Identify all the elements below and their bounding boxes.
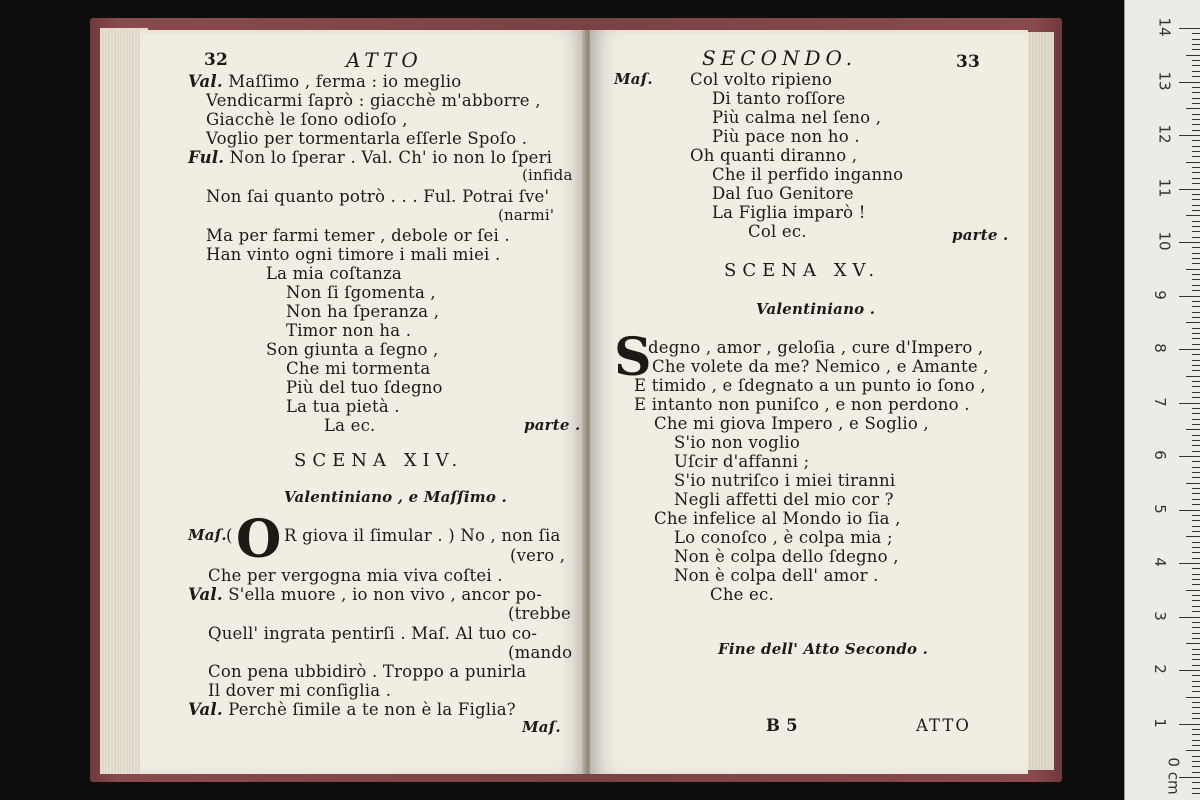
running-head: ATTO: [346, 48, 423, 72]
right-page: [590, 30, 1028, 774]
ruler-tick: [1192, 467, 1200, 468]
ruler-tick: [1179, 510, 1200, 511]
ruler-tick: [1192, 301, 1200, 302]
ruler-tick: [1192, 312, 1200, 313]
stage-direction: parte .: [952, 226, 1009, 244]
ruler-tick: [1186, 590, 1200, 591]
ruler-tick: [1186, 483, 1200, 484]
verse-line: Che volete da me? Nemico , e Amante ,: [652, 357, 989, 376]
ruler-tick: [1192, 344, 1200, 345]
ruler-tick: [1192, 253, 1200, 254]
verse-line: Non è colpa dell' amor .: [674, 566, 879, 585]
ruler-number: 1: [1150, 717, 1169, 728]
ruler-number: 2: [1150, 664, 1169, 674]
ruler-tick: [1186, 162, 1200, 163]
verse-line: Col ec.: [748, 222, 807, 241]
verse-continuation: (narmi': [498, 206, 555, 224]
ruler-number: 7: [1150, 396, 1169, 407]
ruler-tick: [1192, 542, 1200, 543]
verse-line: Negli affetti del mio cor ?: [674, 490, 894, 509]
verse-line: La tua pietà .: [286, 397, 400, 416]
verse-line: degno , amor , geloſia , cure d'Impero ,: [648, 338, 984, 357]
ruler-tick: [1192, 659, 1200, 660]
ruler-tick: [1192, 194, 1200, 195]
verse-continuation: (mando: [508, 643, 573, 662]
verse-line: Non ſai quanto potrò . . . Ful. Potrai ſve': [206, 187, 550, 206]
ruler-tick: [1192, 279, 1200, 280]
verse-line: Il dover mi conſiglia .: [208, 681, 392, 700]
ruler-tick: [1192, 199, 1200, 200]
ruler-tick: [1192, 788, 1200, 789]
ruler-tick: [1192, 633, 1200, 634]
ruler-number: 8: [1150, 343, 1169, 353]
ruler-tick: [1192, 600, 1200, 601]
ruler-tick: [1192, 691, 1200, 692]
ruler-tick: [1192, 574, 1200, 575]
verse-line: Timor non ha .: [286, 321, 412, 340]
ruler-tick: [1192, 552, 1200, 553]
ruler-tick: [1192, 413, 1200, 414]
verse-line: Che il perfido inganno: [712, 165, 904, 184]
ruler-tick: [1192, 306, 1200, 307]
ruler-number: 6: [1150, 450, 1169, 460]
verse-line: R giova il ſimular . ) No , non ſia: [284, 526, 561, 545]
ruler-tick: [1192, 595, 1200, 596]
ruler-tick: [1192, 87, 1200, 88]
page-number: 33: [956, 52, 981, 72]
ruler-tick: [1192, 520, 1200, 521]
ruler-tick: [1186, 643, 1200, 644]
verse-line: Val. Perchè ſimile a te non è la Figlia?: [188, 700, 516, 719]
verse-line: E intanto non puniſco , e non perdono .: [634, 395, 970, 414]
speaker-label: Maſ.: [188, 526, 227, 544]
ruler-tick: [1192, 205, 1200, 206]
verse-line: Oh quanti diranno ,: [690, 146, 858, 165]
ruler-tick: [1192, 119, 1200, 120]
ruler-tick: [1192, 440, 1200, 441]
catchword: ATTO: [916, 716, 971, 735]
ruler-tick: [1192, 740, 1200, 741]
ruler-tick: [1192, 146, 1200, 147]
verse-line: Che infelice al Mondo io ſia ,: [654, 509, 901, 528]
ruler-tick: [1192, 472, 1200, 473]
verse-line: Di tanto roſſore: [712, 89, 846, 108]
paren: (: [226, 526, 233, 545]
ruler-tick: [1192, 285, 1200, 286]
ruler-tick: [1179, 28, 1200, 29]
ruler-tick: [1192, 183, 1200, 184]
verse-line: Voglio per tormentarla eſſerle Spoſo .: [206, 129, 528, 148]
ruler-tick: [1192, 782, 1200, 783]
verse-line: Più pace non ho .: [712, 127, 860, 146]
ruler-number: 4: [1150, 557, 1169, 567]
ruler-tick: [1192, 756, 1200, 757]
stage-direction: parte .: [524, 416, 581, 434]
verse-line: La Figlia imparò !: [712, 203, 866, 222]
ruler-tick: [1192, 702, 1200, 703]
ruler-tick: [1192, 745, 1200, 746]
verse-line: S'io nutriſco i miei tiranni: [674, 471, 896, 490]
verse-line: Non ha ſperanza ,: [286, 302, 440, 321]
verse-line: Val. Maſſimo , ferma : io meglio: [188, 72, 462, 91]
ruler-tick: [1192, 568, 1200, 569]
ruler-tick: [1186, 376, 1200, 377]
ruler-tick: [1186, 215, 1200, 216]
ruler-tick: [1192, 504, 1200, 505]
ruler-tick: [1192, 172, 1200, 173]
verse-line: Uſcir d'affanni ;: [674, 452, 810, 471]
drop-cap: O: [236, 509, 282, 570]
ruler-tick: [1192, 761, 1200, 762]
scene-characters: Valentiniano .: [756, 300, 876, 318]
ruler-tick: [1192, 493, 1200, 494]
ruler-number: 0 cm: [1164, 757, 1183, 795]
ruler-tick: [1192, 221, 1200, 222]
page-stack-right: [1024, 32, 1054, 770]
ruler-tick: [1179, 349, 1200, 350]
ruler-tick: [1192, 392, 1200, 393]
ruler-tick: [1192, 237, 1200, 238]
verse-line: Che mi giova Impero , e Soglio ,: [654, 414, 929, 433]
ruler-tick: [1192, 734, 1200, 735]
verse-line: Quell' ingrata pentirſi . Maſ. Al tuo co-: [208, 624, 538, 643]
ruler-tick: [1192, 526, 1200, 527]
ruler-tick: [1192, 33, 1200, 34]
ruler-tick: [1192, 360, 1200, 361]
ruler-tick: [1192, 707, 1200, 708]
verse-continuation: (trebbe: [508, 604, 572, 623]
ruler-tick: [1192, 71, 1200, 72]
left-page: [140, 30, 586, 774]
ruler-tick: [1192, 451, 1200, 452]
ruler-tick: [1186, 269, 1200, 270]
ruler-tick: [1179, 135, 1200, 136]
ruler-tick: [1192, 461, 1200, 462]
ruler-tick: [1192, 124, 1200, 125]
ruler-tick: [1192, 531, 1200, 532]
ruler-tick: [1186, 55, 1200, 56]
verse-line: E timido , e ſdegnato a un punto io ſono ,: [634, 376, 986, 395]
ruler-tick: [1179, 296, 1200, 297]
verse-line: Col volto ripieno: [690, 70, 833, 89]
ruler-tick: [1186, 429, 1200, 430]
ruler-tick: [1192, 606, 1200, 607]
ruler-tick: [1192, 686, 1200, 687]
ruler-tick: [1192, 247, 1200, 248]
ruler-tick: [1179, 724, 1200, 725]
ruler-tick: [1192, 210, 1200, 211]
ruler-tick: [1192, 130, 1200, 131]
ruler-tick: [1179, 617, 1200, 618]
verse-continuation: (infida: [522, 166, 573, 184]
ruler-tick: [1192, 226, 1200, 227]
ruler-tick: [1192, 654, 1200, 655]
running-head: SECONDO.: [702, 46, 858, 70]
verse-line: Che per vergogna mia viva coſtei .: [208, 566, 503, 585]
ruler-tick: [1192, 114, 1200, 115]
verse-line: Non ſi ſgomenta ,: [286, 283, 436, 302]
ruler-tick: [1192, 718, 1200, 719]
ruler-tick: [1192, 665, 1200, 666]
verse-line: La mia coſtanza: [266, 264, 402, 283]
drop-cap: S: [614, 327, 652, 388]
ruler-tick: [1179, 242, 1200, 243]
scene-title: SCENA XIV.: [294, 450, 464, 471]
ruler-tick: [1192, 44, 1200, 45]
ruler-tick: [1186, 536, 1200, 537]
ruler-tick: [1192, 515, 1200, 516]
signature-mark: B 5: [766, 716, 798, 735]
ruler-number: 14: [1155, 17, 1174, 37]
ruler-tick: [1192, 231, 1200, 232]
ruler-tick: [1192, 328, 1200, 329]
ruler-tick: [1192, 140, 1200, 141]
ruler-tick: [1192, 76, 1200, 77]
ruler-tick: [1192, 547, 1200, 548]
measuring-ruler: [1124, 0, 1200, 800]
speaker-label: Maſ.: [614, 70, 653, 88]
ruler-tick: [1192, 766, 1200, 767]
page-number: 32: [204, 50, 229, 70]
ruler-tick: [1192, 397, 1200, 398]
ruler-tick: [1192, 151, 1200, 152]
verse-line: Che ec.: [710, 585, 774, 604]
verse-line: Lo conoſco , è colpa mia ;: [674, 528, 893, 547]
ruler-tick: [1192, 584, 1200, 585]
verse-line: Più calma nel ſeno ,: [712, 108, 882, 127]
ruler-tick: [1192, 381, 1200, 382]
ruler-tick: [1192, 49, 1200, 50]
ruler-number: 12: [1155, 124, 1174, 144]
ruler-tick: [1192, 263, 1200, 264]
ruler-number: 13: [1155, 70, 1174, 91]
ruler-tick: [1192, 167, 1200, 168]
verse-line: Dal ſuo Genitore: [712, 184, 854, 203]
ruler-tick: [1192, 65, 1200, 66]
ruler-tick: [1192, 103, 1200, 104]
ruler-tick: [1186, 697, 1200, 698]
verse-line: Non è colpa dello ſdegno ,: [674, 547, 899, 566]
ruler-tick: [1192, 370, 1200, 371]
ruler-tick: [1192, 39, 1200, 40]
verse-line: Han vinto ogni timore i mali miei .: [206, 245, 501, 264]
ruler-tick: [1192, 622, 1200, 623]
ruler-tick: [1192, 365, 1200, 366]
ruler-tick: [1192, 435, 1200, 436]
ruler-tick: [1192, 178, 1200, 179]
ruler-tick: [1179, 82, 1200, 83]
ruler-number: 10: [1155, 231, 1174, 251]
ruler-tick: [1192, 649, 1200, 650]
verse-line: Più del tuo ſdegno: [286, 378, 443, 397]
ruler-number: 11: [1155, 177, 1174, 198]
ruler-tick: [1192, 419, 1200, 420]
ruler-tick: [1179, 403, 1200, 404]
ruler-number: 5: [1150, 503, 1169, 514]
verse-line: Son giunta a ſegno ,: [266, 340, 439, 359]
ruler-tick: [1179, 456, 1200, 457]
ruler-tick: [1192, 92, 1200, 93]
ruler-tick: [1192, 499, 1200, 500]
ruler-tick: [1179, 189, 1200, 190]
verse-line: Vendicarmi ſaprò : giacchè m'abborre ,: [206, 91, 541, 110]
ruler-tick: [1192, 579, 1200, 580]
ruler-tick: [1192, 772, 1200, 773]
ruler-tick: [1192, 424, 1200, 425]
catchword: Maſ.: [522, 718, 561, 736]
ruler-tick: [1192, 258, 1200, 259]
verse-line: Con pena ubbidirò . Troppo a punirla: [208, 662, 527, 681]
ruler-tick: [1192, 638, 1200, 639]
ruler-tick: [1192, 681, 1200, 682]
ruler-tick: [1192, 60, 1200, 61]
ruler-tick: [1192, 627, 1200, 628]
ruler-tick: [1192, 354, 1200, 355]
ruler-tick: [1192, 611, 1200, 612]
scene-title: SCENA XV.: [724, 260, 881, 281]
ruler-number: 3: [1150, 610, 1169, 621]
ruler-tick: [1192, 408, 1200, 409]
ruler-tick: [1186, 322, 1200, 323]
act-end-note: Fine dell' Atto Secondo .: [718, 640, 929, 658]
verse-line: Che mi tormenta: [286, 359, 431, 378]
ruler-tick: [1192, 793, 1200, 794]
ruler-tick: [1192, 156, 1200, 157]
ruler-number: 9: [1150, 289, 1169, 300]
ruler-tick: [1186, 750, 1200, 751]
ruler-tick: [1192, 477, 1200, 478]
ruler-tick: [1192, 338, 1200, 339]
ruler-tick: [1186, 108, 1200, 109]
ruler-tick: [1192, 333, 1200, 334]
ruler-tick: [1192, 558, 1200, 559]
verse-line: Ma per farmi temer , debole or ſei .: [206, 226, 510, 245]
ruler-tick: [1192, 729, 1200, 730]
ruler-tick: [1192, 386, 1200, 387]
ruler-tick: [1179, 670, 1200, 671]
verse-line: S'io non voglio: [674, 433, 801, 452]
ruler-tick: [1192, 98, 1200, 99]
verse-line: Ful. Non lo ſperar . Val. Ch' io non lo ſperi: [188, 148, 553, 167]
verse-line: Giacchè le ſono odioſo ,: [206, 110, 408, 129]
ruler-tick: [1192, 290, 1200, 291]
scene-characters: Valentiniano , e Maſſimo .: [284, 488, 507, 506]
ruler-tick: [1192, 713, 1200, 714]
ruler-tick: [1192, 317, 1200, 318]
verse-line: La ec.: [324, 416, 376, 435]
ruler-tick: [1179, 563, 1200, 564]
ruler-tick: [1192, 445, 1200, 446]
ruler-tick: [1192, 488, 1200, 489]
ruler-tick: [1192, 274, 1200, 275]
ruler-tick: [1192, 675, 1200, 676]
verse-continuation: (vero ,: [510, 546, 566, 565]
verse-line: Val. S'ella muore , io non vivo , ancor po-: [188, 585, 542, 604]
